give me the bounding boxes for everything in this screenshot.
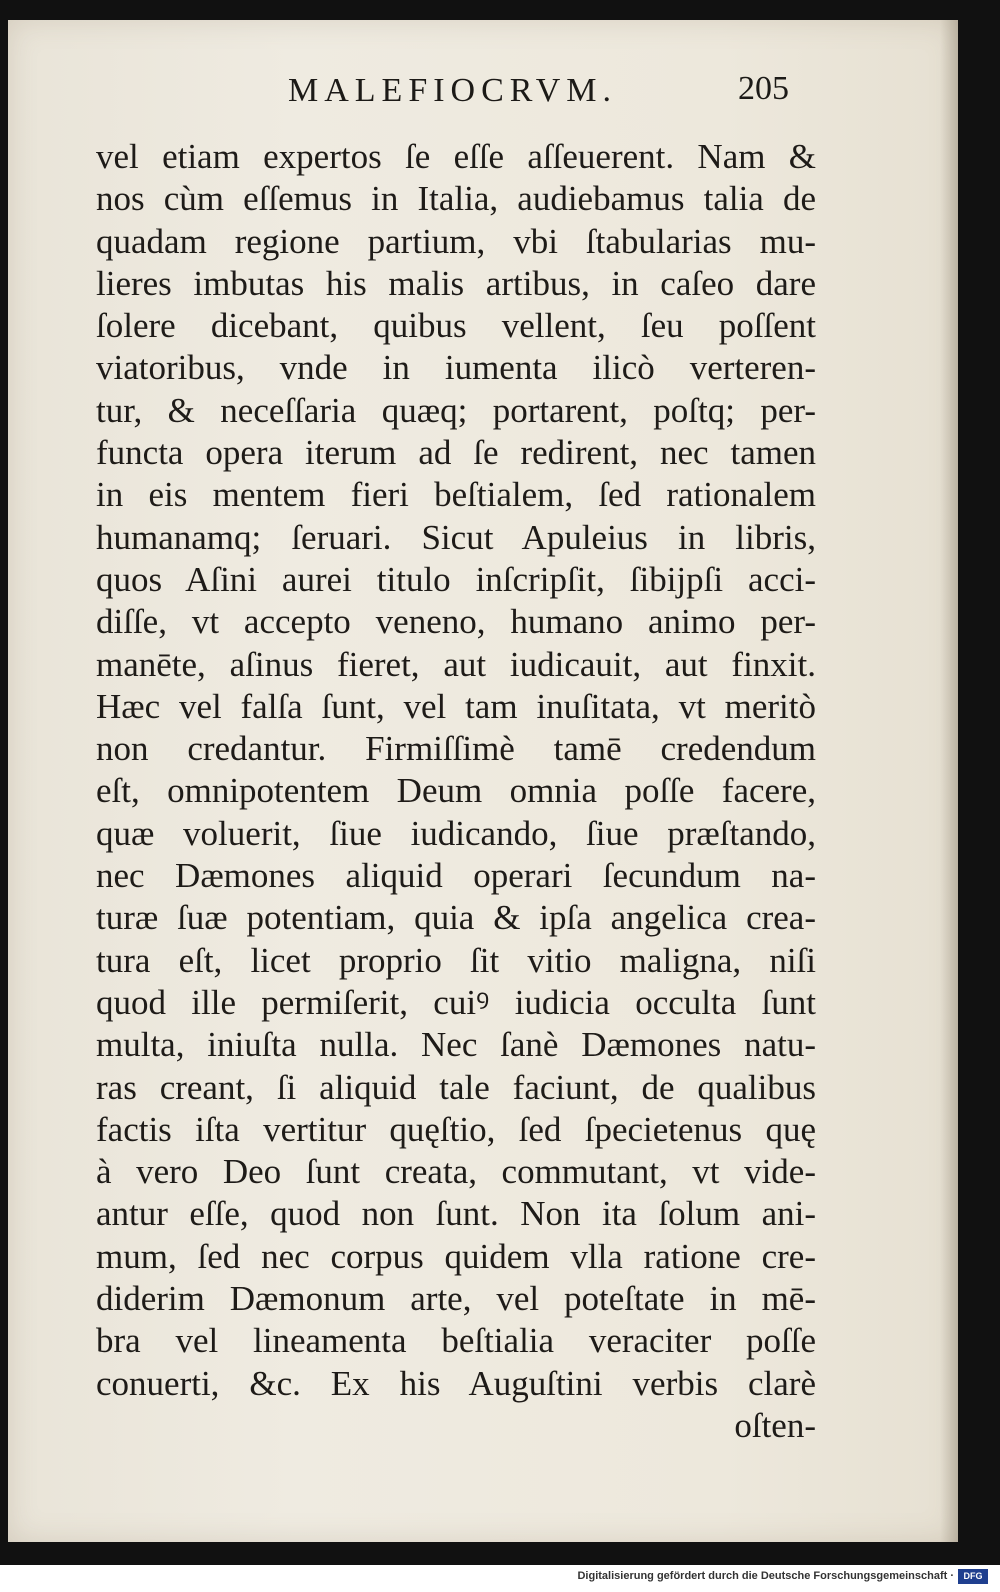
- page-number: 205: [738, 70, 789, 107]
- text-line: multa, iniuſta nulla. Nec ſanè Dæmones natu-: [96, 1025, 816, 1065]
- text-line: lieres imbutas his malis artibus, in caſeo dare: [96, 263, 816, 303]
- text-line: quadam regione partium, vbi ſtabularias mu-: [96, 221, 816, 261]
- running-head: MALEFIOCRVM.: [288, 72, 618, 109]
- text-line: in eis mentem fieri beſtialem, ſed rationalem: [96, 475, 816, 515]
- text-line: bra vel lineamenta beſtialia veraciter poſſe: [96, 1321, 816, 1361]
- text-line: diderim Dæmonum arte, vel poteſtate in mē-: [96, 1279, 816, 1319]
- body-text: [96, 136, 816, 1447]
- catchword: oſten-: [734, 1405, 816, 1445]
- text-line: quos Aſini aurei titulo inſcripſit, ſibijpſi acci-: [96, 559, 816, 599]
- text-line: viatoribus, vnde in iumenta ilicò verteren-: [96, 348, 816, 388]
- text-line: tur, & neceſſaria quæq; portarent, poſtq; per-: [96, 390, 816, 430]
- text-line: diſſe, vt accepto veneno, humano animo per-: [96, 602, 816, 642]
- text-line: tura eſt, licet proprio ſit vitio maligna, niſi: [96, 940, 816, 980]
- funding-credit: Digitalisierung gefördert durch die Deutsche Forschungsgemeinschaft ·: [577, 1570, 954, 1582]
- text-line: factis iſta vertitur quęſtio, ſed ſpecietenus quę: [96, 1109, 816, 1149]
- text-line: turæ ſuæ potentiam, quia & ipſa angelica crea-: [96, 898, 816, 938]
- text-line: nos cùm eſſemus in Italia, audiebamus talia de: [96, 179, 816, 219]
- text-line: manēte, aſinus fieret, aut iudicauit, aut finxit.: [96, 644, 816, 684]
- book-page: [8, 20, 958, 1542]
- text-line: non credantur. Firmiſſimè tamē credendum: [96, 729, 816, 769]
- text-line: Hæc vel falſa ſunt, vel tam inuſitata, vt meritò: [96, 686, 816, 726]
- text-line: functa opera iterum ad ſe redirent, nec tamen: [96, 433, 816, 473]
- text-line: vel etiam expertos ſe eſſe aſſeuerent. Nam &: [96, 137, 816, 176]
- text-line: nec Dæmones aliquid operari ſecundum na-: [96, 856, 816, 896]
- dfg-logo: DFG: [958, 1569, 988, 1584]
- text-line: antur eſſe, quod non ſunt. Non ita ſolum ani-: [96, 1194, 816, 1234]
- text-line: ras creant, ſi aliquid tale faciunt, de qualibus: [96, 1067, 816, 1107]
- text-line: eſt, omnipotentem Deum omnia poſſe facere,: [96, 771, 816, 811]
- page-edge-shadow: [940, 20, 958, 1542]
- text-line: mum, ſed nec corpus quidem vlla ratione cre-: [96, 1236, 816, 1276]
- text-line: quæ voluerit, ſiue iudicando, ſiue præſtando,: [96, 813, 816, 853]
- text-line: à vero Deo ſunt creata, commutant, vt vide-: [96, 1152, 816, 1192]
- digitization-footer: [0, 1565, 1000, 1592]
- text-line: quod ille permiſerit, cuiꝰ iudicia occulta ſunt: [96, 982, 816, 1022]
- text-line: humanamq; ſeruari. Sicut Apuleius in libris,: [96, 517, 816, 557]
- text-line: conuerti, &c. Ex his Auguſtini verbis clarè: [96, 1363, 816, 1403]
- text-line: ſolere dicebant, quibus vellent, ſeu poſſent: [96, 306, 816, 346]
